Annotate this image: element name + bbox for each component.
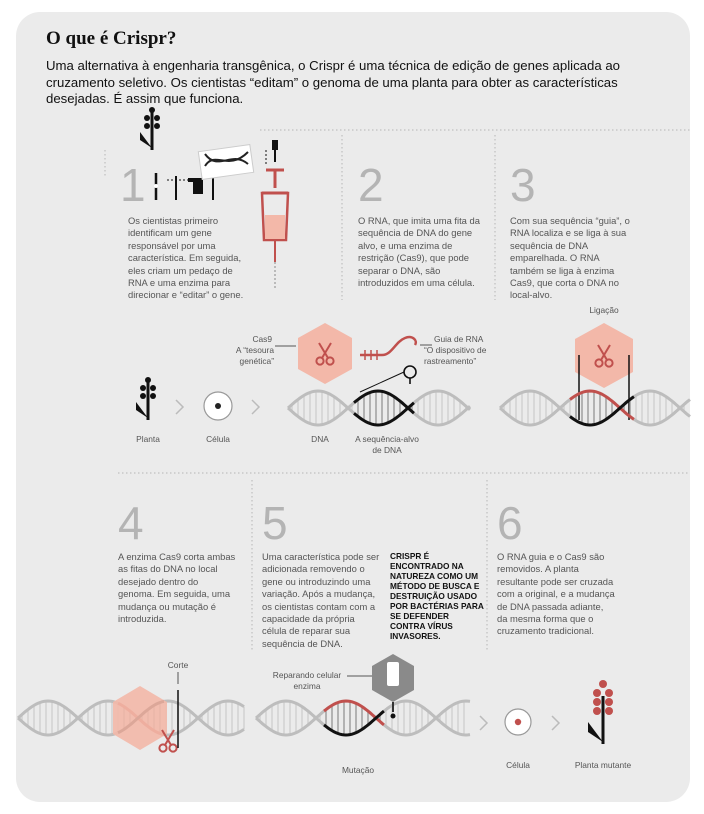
syringe-icon <box>262 170 288 290</box>
dna-strand <box>324 701 384 725</box>
step-number-6: 6 <box>497 497 523 549</box>
cut-label: Corte <box>167 660 189 670</box>
intro-text: Uma alternativa à engenharia transgênica, o Crispr é uma técnica de edição de genes aplicada ao cruzamento seletivo. Os cientistas “editam” o genoma de uma planta para obter as características desejadas. É assim que funciona. <box>46 58 621 106</box>
step-4-text: A enzima Cas9 corta ambas as fitas do DNA no local desejado dentro do genoma. Em seguida, uma mudança ou mutação é introduzida. <box>118 551 236 625</box>
step-5-text: Uma característica pode ser adicionada removendo o gene ou introduzindo uma variação. Após a mudança, os cientistas contam com a capacidade da própria célula de reparar sua sequência de DNA. <box>262 551 380 649</box>
dna-helix <box>256 701 470 735</box>
dna-strand <box>384 701 470 735</box>
mutant-plant-icon <box>588 680 613 744</box>
cell-label-2: Célula <box>506 760 530 770</box>
cas9-hexagon-cut <box>113 686 167 750</box>
cas9-label: Cas9 <box>252 334 272 344</box>
dna-card-icon <box>198 145 253 180</box>
dna-helix <box>500 391 690 425</box>
chevron-right-icon <box>176 400 183 414</box>
dna-helix <box>288 391 470 425</box>
repair-enzyme-label: Reparando celular enzima <box>272 670 342 691</box>
step-number-4: 4 <box>118 497 144 549</box>
crispr-nature-note: CRISPR É ENCONTRADO NA NATUREZA COMO UM MÉTODO DE BUSCA E DESTRUIÇÃO USADO POR BACTÉRIAS PARA SE DEFENDER CONTRA VÍRUS INVASORES. <box>390 551 484 641</box>
chevron-right-icon <box>252 400 259 414</box>
mutation-label: Mutação <box>341 765 375 775</box>
step-3-text: Com sua sequência “guia”, o RNA localiza e se liga à sua sequência de DNA emparelhada. O RNA também se liga à enzima Cas9, que corta o DNA no local-alvo. <box>510 215 630 301</box>
cell-icon <box>204 392 232 420</box>
mutant-plant-label: Planta mutante <box>574 760 632 770</box>
guide-rna-label: Guia de RNA <box>434 334 484 344</box>
plant-icon <box>136 377 156 420</box>
tracking-device-label: “O dispositivo de rastreamento” <box>424 345 487 366</box>
plant-label: Planta <box>136 434 160 444</box>
tesoura-label: A “tesoura genética” <box>235 345 274 366</box>
step-1-text: Os cientistas primeiro identificam um gene responsável por uma característica. Em seguida, eles criam um pedaço de RNA e uma enzima para direcionar e “editar” o gene. <box>128 215 244 301</box>
cell-icon-2 <box>505 709 531 735</box>
chevron-right-icon <box>480 716 487 730</box>
dna-strand <box>384 701 470 735</box>
pipette-icon <box>266 140 278 164</box>
step-2-text: O RNA, que imita uma fita da sequência de DNA do gene alvo, e uma enzima de restrição (Cas9), que pode separar o DNA, são introduzidos em uma célula. <box>358 215 480 289</box>
dna-strand <box>324 711 384 735</box>
target-dna-label: A sequência-alvo de DNA <box>355 434 419 455</box>
chevron-right-icon <box>552 716 559 730</box>
step-number-3: 3 <box>510 159 536 211</box>
cell-label: Célula <box>206 434 230 444</box>
page-title: O que é Crispr? <box>46 28 177 49</box>
guide-rna-icon <box>360 337 432 392</box>
step-number-2: 2 <box>358 159 384 211</box>
dna-label: DNA <box>311 434 329 444</box>
binding-label: Ligação <box>589 305 619 315</box>
step-number-5: 5 <box>262 497 288 549</box>
step-6-text: O RNA guia e o Cas9 são removidos. A planta resultante pode ser cruzada com a original, e a mudança de DNA passada adiante, da mesma forma que o cruzamento tradicional. <box>497 551 615 637</box>
step-number-1: 1 <box>120 159 146 211</box>
plant-icon-top <box>140 107 160 150</box>
